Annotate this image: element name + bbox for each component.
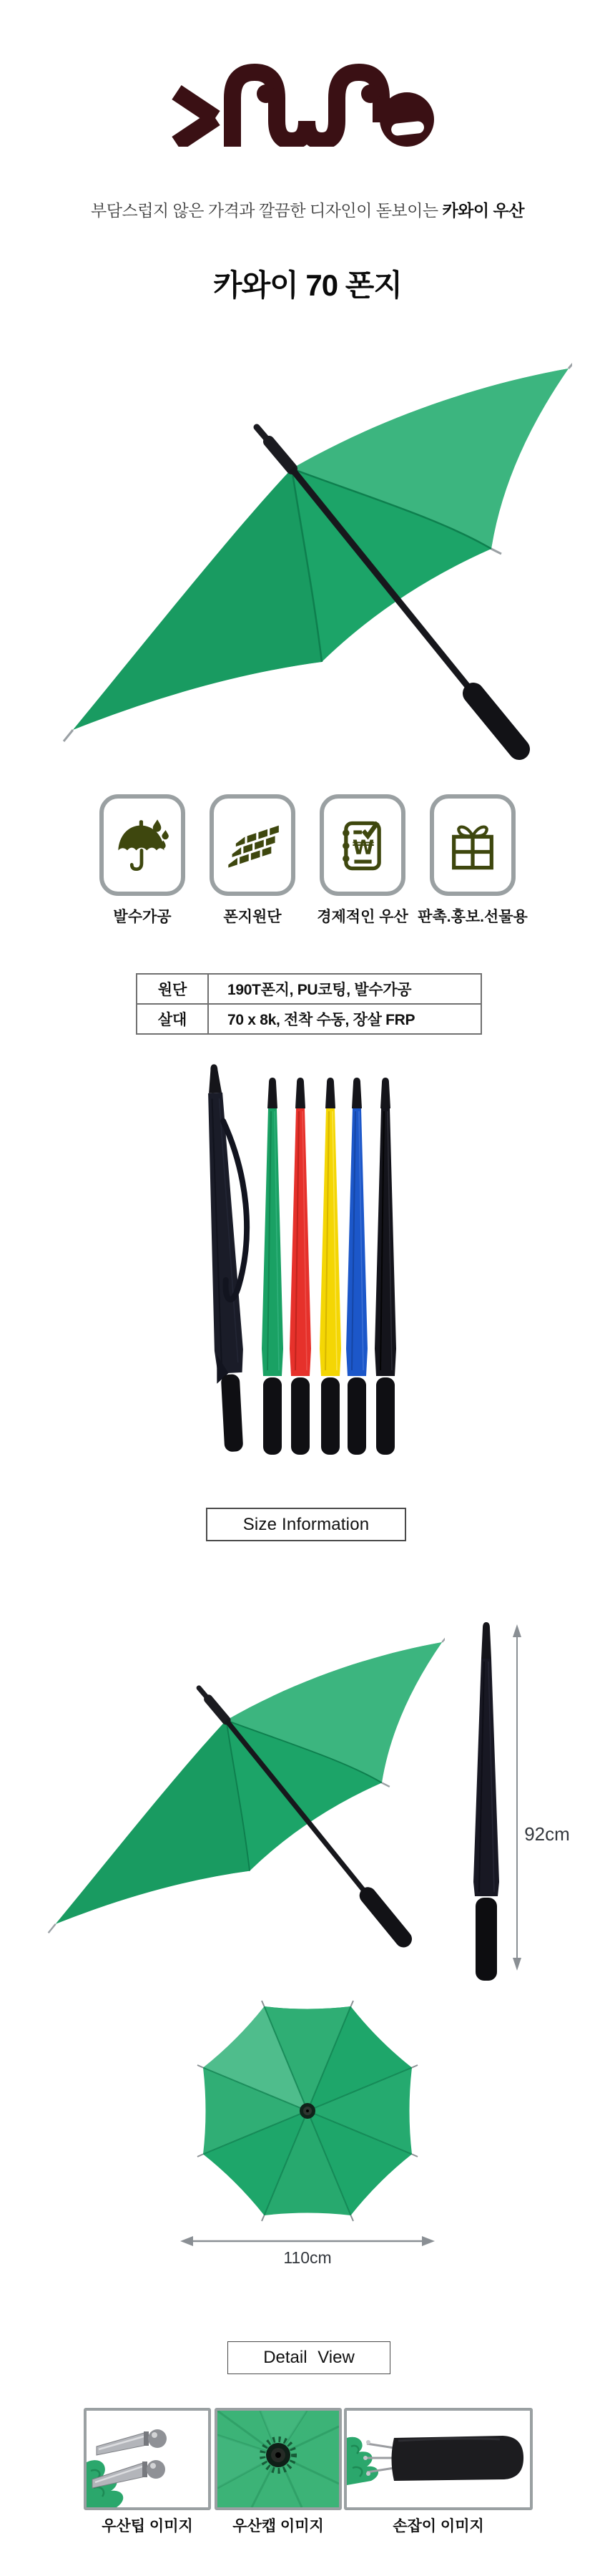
spec-value: 70 x 8k, 전착 수동, 장살 FRP (227, 1012, 415, 1028)
feature-economic (317, 794, 408, 927)
size-information-badge: Size Information (206, 1508, 406, 1541)
fabric-swatch-icon (224, 815, 281, 875)
price-check-note-icon (334, 815, 391, 875)
gift-box-icon (444, 815, 501, 875)
feature-gift (418, 794, 528, 927)
umbrella-tip-photo (87, 2411, 208, 2507)
detail-thumb-tip (84, 2408, 211, 2510)
page-title: 카와이 70 폰지 (213, 268, 402, 302)
feature-label: 판촉.홍보.선물용 (418, 909, 528, 925)
spec-table (136, 973, 482, 1035)
spec-label: 원단 (137, 975, 209, 1003)
color-lineup-image (179, 1041, 436, 1470)
size-section-image (29, 1596, 586, 1996)
feature-label: 경제적인 우산 (317, 909, 408, 925)
tagline (0, 197, 615, 221)
detail-label-tip: 우산팁 이미지 (102, 2518, 193, 2534)
table-row (137, 975, 481, 1003)
feature-label: 발수가공 (113, 909, 172, 925)
width-dimension-label: 110cm (283, 2248, 332, 2267)
detail-thumb-handle (344, 2408, 533, 2510)
spec-label: 살대 (137, 1005, 209, 1033)
umbrella-rain-icon (114, 815, 171, 875)
brand-logo-icon (169, 61, 446, 147)
tagline-regular: 부담스럽지 않은 가격과 깔끔한 디자인이 돋보이는 (91, 201, 438, 220)
feature-row (0, 794, 615, 927)
height-dimension-label: 92cm (524, 1823, 570, 1845)
svg-text:₩: ₩ (352, 836, 375, 859)
spec-value: 190T폰지, PU코팅, 발수가공 (227, 982, 412, 998)
tagline-bold: 카와이 우산 (442, 201, 524, 220)
umbrella-cap-photo (217, 2411, 339, 2507)
handle-photo (347, 2411, 530, 2507)
detail-view-badge: Detail View (227, 2341, 390, 2374)
main-product-image (43, 326, 572, 762)
top-view-image (172, 1984, 443, 2255)
detail-thumb-cap (215, 2408, 342, 2510)
feature-label: 폰지원단 (223, 909, 282, 925)
table-row (137, 1003, 481, 1033)
detail-label-cap: 우산캡 이미지 (232, 2518, 324, 2534)
feature-fabric (210, 794, 295, 927)
feature-waterproof (99, 794, 185, 927)
detail-label-handle: 손잡이 이미지 (393, 2518, 484, 2534)
